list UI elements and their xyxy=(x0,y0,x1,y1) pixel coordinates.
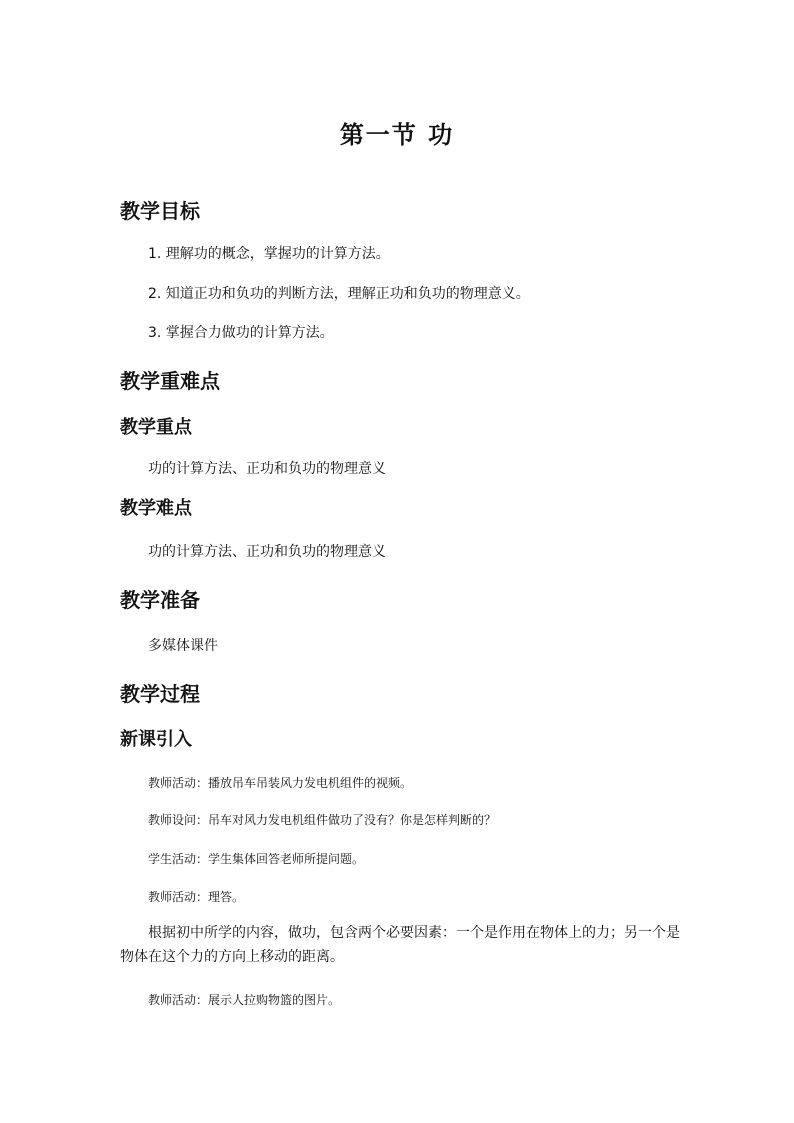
heading-process: 教学过程 xyxy=(120,682,200,706)
heading-objectives: 教学目标 xyxy=(120,199,200,223)
heading-key-difficult: 教学重难点 xyxy=(120,369,220,393)
objective-item-1: 1. 理解功的概念，掌握功的计算方法。 xyxy=(148,246,390,262)
process-line-3: 学生活动：学生集体回答老师所提问题。 xyxy=(148,852,365,866)
process-line-1: 教师活动：播放吊车吊装风力发电机组件的视频。 xyxy=(148,776,413,790)
objective-item-2: 2. 知道正功和负功的判断方法，理解正功和负功的物理意义。 xyxy=(148,286,530,302)
process-paragraph: 根据初中所学的内容，做功，包含两个必要因素：一个是作用在物体上的力；另一个是物体在这个力的方向上移动的距离。 xyxy=(120,925,680,965)
heading-key-points: 教学重点 xyxy=(120,417,192,438)
heading-difficult-points: 教学难点 xyxy=(120,498,192,519)
page-title: 第一节 功 xyxy=(339,121,455,149)
key-points-text: 功的计算方法、正功和负功的物理意义 xyxy=(148,461,386,477)
difficult-points-text: 功的计算方法、正功和负功的物理意义 xyxy=(148,544,386,560)
preparation-text: 多媒体课件 xyxy=(148,638,218,654)
process-line-4: 教师活动：理答。 xyxy=(148,890,245,904)
objective-item-3: 3. 掌握合力做功的计算方法。 xyxy=(148,325,334,341)
heading-intro: 新课引入 xyxy=(120,729,192,750)
heading-preparation: 教学准备 xyxy=(120,588,200,612)
process-line-5: 教师活动：展示人拉购物篮的图片。 xyxy=(148,993,341,1007)
process-line-2: 教师设问：吊车对风力发电机组件做功了没有？你是怎样判断的？ xyxy=(148,813,497,827)
